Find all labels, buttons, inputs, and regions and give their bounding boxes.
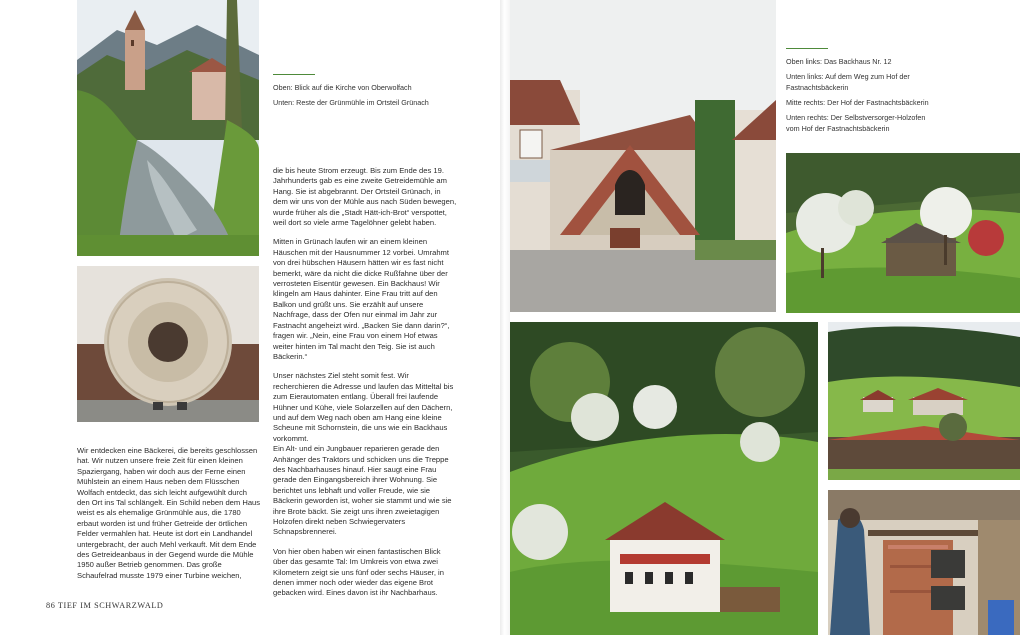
page-number: 86 bbox=[46, 601, 56, 610]
photo-millstone-gruenmuehle bbox=[77, 266, 259, 422]
book-gutter bbox=[500, 0, 510, 635]
paragraph: Wir entdecken eine Bäckerei, die bereits geschlossen hat. Wir nutzen unsere freie Zeit für einen kleinen Spaziergang, haben wir doch aus der Ferne einen Mühlstein an einem Haus neben dem Flüsschen Wolfach entdeckt, das sich leicht aufgewühlt durch den Ort ins Tal schlängelt. Ein Schild neben dem Haus weist es als ehemalige Grünmühle aus, die 1780 erbaut worden ist und früher Getreide der örtlichen Felder vermahlen hat. Heute ist dort ein Landhandel untergebracht, der auch Mehl verkauft. Mit dem Ende des Getreideanbaus in der Gegend wurde die Mühle 1950 außer Betrieb genommen. Das große Schaufelrad musste 1979 einer Turbine weichen, bbox=[77, 446, 261, 580]
photo-holzofen bbox=[828, 490, 1020, 635]
paragraph: Unser nächstes Ziel steht somit fest. Wir recherchieren die Adresse und laufen das Mitteltal bis zum Eierautomaten entlang. Überall frei laufende Hühner und Kühe, viele Solarzellen auf den Dächern, und auf dem Weg nach oben am Hang eine kleine Scheune mit Schornstein, die uns wie ein Backhaus vorkommt. bbox=[273, 371, 454, 443]
paragraph: Von hier oben haben wir einen fantastischen Blick über das gesamte Tal: Im Umkreis von etwa zwei Kilometern zeigt sie uns fünf oder sechs Häuser, in denen immer noch oder wieder das eigene Brot gebacken wird. Eines davon ist ihr Nachbarhaus. bbox=[273, 546, 444, 598]
captions-left bbox=[273, 82, 443, 112]
photo-hof-fastnachtsbaeckerin bbox=[510, 322, 818, 635]
photo-backhaus-nr-12 bbox=[510, 0, 776, 312]
caption-rule-right bbox=[786, 48, 828, 49]
photo-orchard-barn bbox=[786, 153, 1020, 313]
paragraph: Ein Alt- und ein Jungbauer reparieren gerade den Anhänger des Traktors und schicken uns die Treppe des Nachbarhauses hinauf. Hier saugt eine Frau gerade den Eingangsbereich ihrer Wohnung. Sie berichtet uns lebhaft und voller Freude, wie sie Bäckerin geworden ist, woher sie stammt und wie sie ihre Brote bäckt. Sie zeigt uns ihren zweietagigen Holzofen direkt neben Schwiegervaters Schnapsbrennerei. bbox=[273, 444, 452, 537]
text-column-middle bbox=[273, 166, 457, 599]
caption-left-bottom: Unten: Reste der Grünmühle im Ortsteil Grünach bbox=[273, 98, 429, 107]
caption-right-bottom-right: Unten rechts: Der Selbstversorger-Holzofen vom Hof der Fastnachtsbäckerin bbox=[786, 113, 926, 133]
caption-right-bottom-left: Unten links: Auf dem Weg zum Hof der Fastnachtsbäckerin bbox=[786, 72, 910, 92]
text-column-left bbox=[77, 446, 261, 581]
photo-church-oberwolfach bbox=[77, 0, 259, 256]
photo-hof-weg bbox=[828, 322, 1020, 480]
paragraph: Mitten in Grünach laufen wir an einem kleinen Häuschen mit der Hausnummer 12 vorbei. Umrahmt von drei hübschen Häusern hätten wir es fast nicht bemerkt, wäre da nicht die dicke Rußfahne über der verrosteten Eisentür gewesen. Ein Backhaus! Wir klingeln am Haus dahinter. Eine Frau tritt auf den Balkon und grüßt uns. Sie erzählt auf unsere Nachfrage, dass der Ofen nur einmal im Jahr zur Fastnacht angeheizt wird. „Backen Sie dann darin?“, fragen wir. „Nein, eine Frau von einem Hof etwas weiter hinten im Tal macht den Teig. Sie ist auch Bäckerin.“ bbox=[273, 237, 450, 361]
captions-right bbox=[786, 56, 936, 138]
caption-right-middle-right: Mitte rechts: Der Hof der Fastnachtsbäckerin bbox=[786, 98, 929, 107]
caption-right-top-left: Oben links: Das Backhaus Nr. 12 bbox=[786, 57, 892, 66]
folio bbox=[46, 601, 163, 610]
caption-rule-left bbox=[273, 74, 315, 75]
running-title: TIEF IM SCHWARZWALD bbox=[57, 601, 164, 610]
caption-left-top: Oben: Blick auf die Kirche von Oberwolfach bbox=[273, 83, 412, 92]
paragraph: die bis heute Strom erzeugt. Bis zum Ende des 19. Jahrhunderts gab es eine zweite Getreidemühle am Hang. Sie ist abgebrannt. Der Ortsteil Grünach, in dem wir uns von der Mühle aus nach Süden bewegen, wurde früher als die „Stadt Hätt-ich-Brot“ verspottet, weil dort so viele arme Tagelöhner gelebt haben. bbox=[273, 166, 457, 228]
